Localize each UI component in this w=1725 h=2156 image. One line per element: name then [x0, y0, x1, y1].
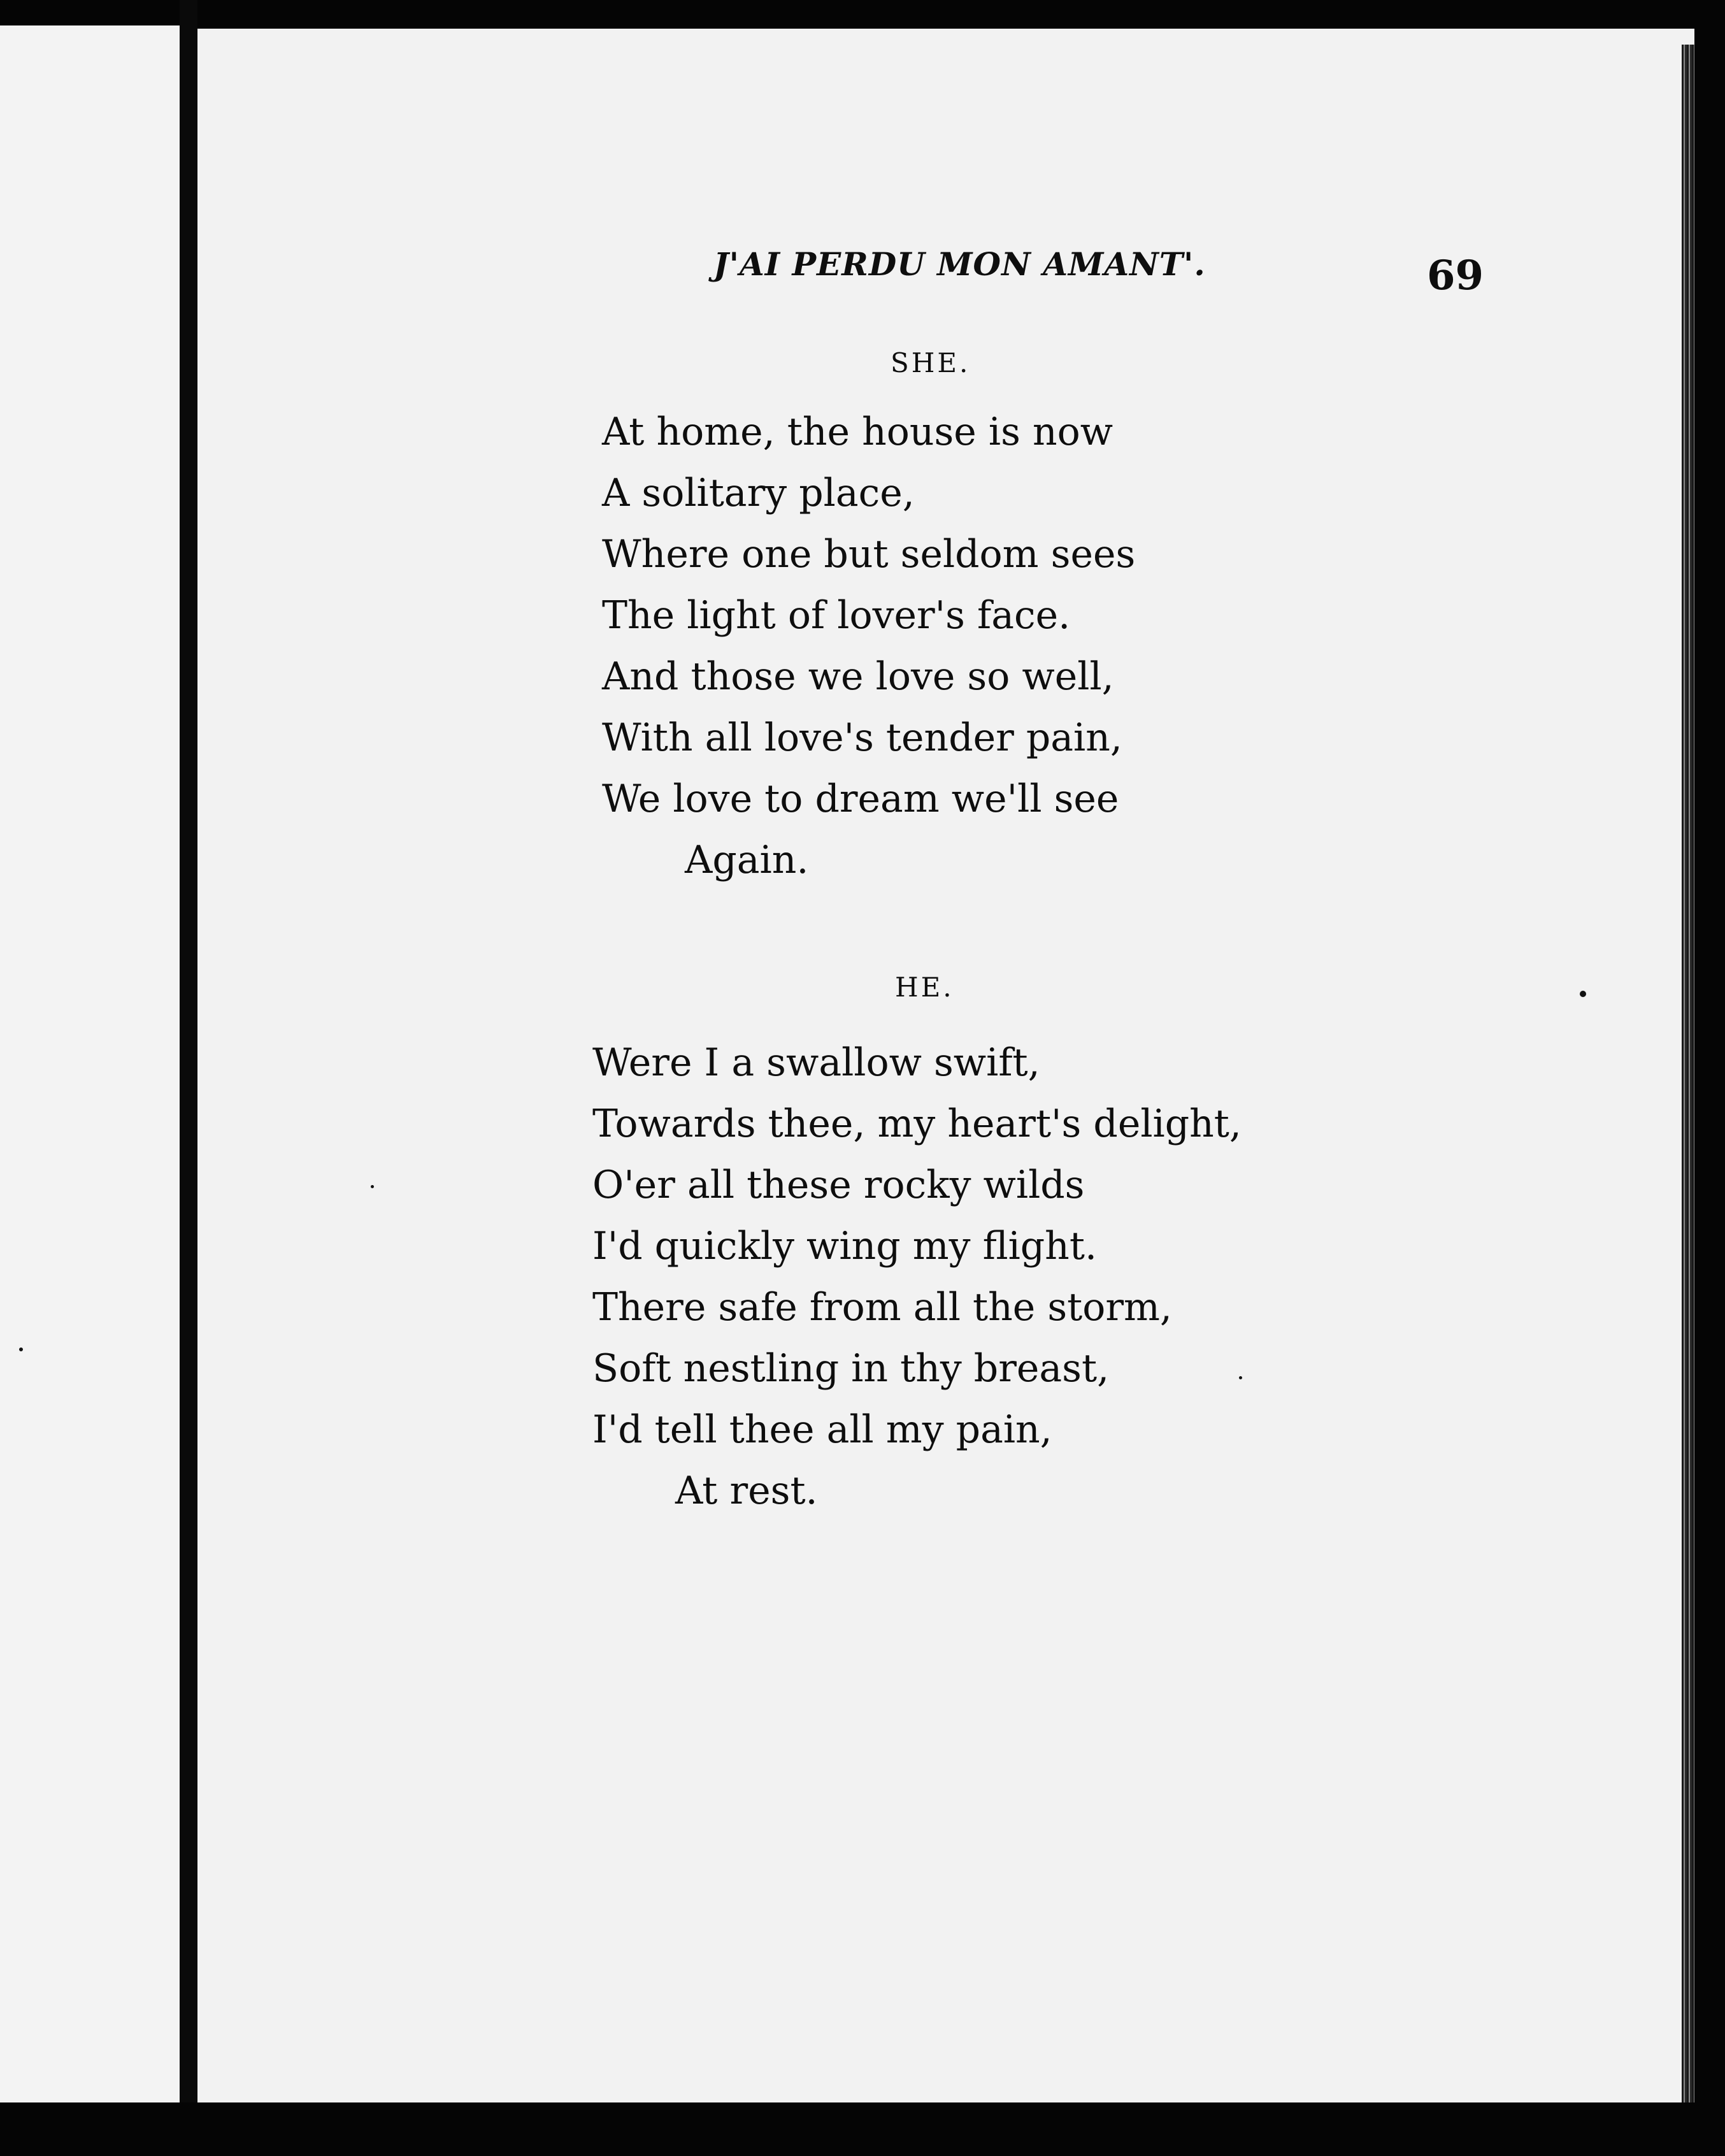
verse-line: O'er all these rocky wilds — [592, 1163, 1085, 1207]
verse-line: Where one but seldom sees — [602, 532, 1136, 577]
verse-line-indented: At rest. — [675, 1469, 818, 1513]
scan-border-bottom — [0, 2102, 1725, 2156]
verse-line: Soft nestling in thy breast, — [592, 1346, 1110, 1391]
speaker-heading-he: HE. — [895, 972, 954, 1003]
ink-speck — [1580, 991, 1586, 997]
verse-line: The light of lover's face. — [602, 593, 1071, 638]
verse-line: With all love's tender pain, — [602, 715, 1122, 760]
speaker-heading-she: SHE. — [891, 347, 971, 378]
scan-border-right — [1694, 0, 1725, 2156]
book-gutter — [180, 0, 197, 2156]
facing-page — [0, 25, 180, 2122]
verse-line: I'd quickly wing my flight. — [592, 1224, 1098, 1268]
verse-line: We love to dream we'll see — [602, 777, 1119, 821]
ink-speck — [371, 1185, 374, 1188]
stanza-he — [592, 1032, 1242, 1521]
verse-line-indented: Again. — [685, 838, 809, 882]
ink-speck — [19, 1348, 23, 1351]
page-edges — [1682, 45, 1694, 2102]
stanza-she — [602, 401, 1135, 891]
running-head: J'AI PERDU MON AMANT'. — [713, 245, 1206, 283]
verse-line: There safe from all the storm, — [592, 1285, 1172, 1330]
verse-line: And those we love so well, — [602, 654, 1114, 699]
verse-line: Towards thee, my heart's delight, — [592, 1102, 1242, 1146]
ink-speck — [1239, 1376, 1242, 1379]
verse-line: A solitary place, — [602, 471, 915, 515]
verse-line: Were I a swallow swift, — [592, 1040, 1040, 1085]
verse-line: I'd tell thee all my pain, — [592, 1407, 1052, 1452]
verse-line: At home, the house is now — [602, 410, 1113, 454]
page-number: 69 — [1427, 252, 1484, 299]
